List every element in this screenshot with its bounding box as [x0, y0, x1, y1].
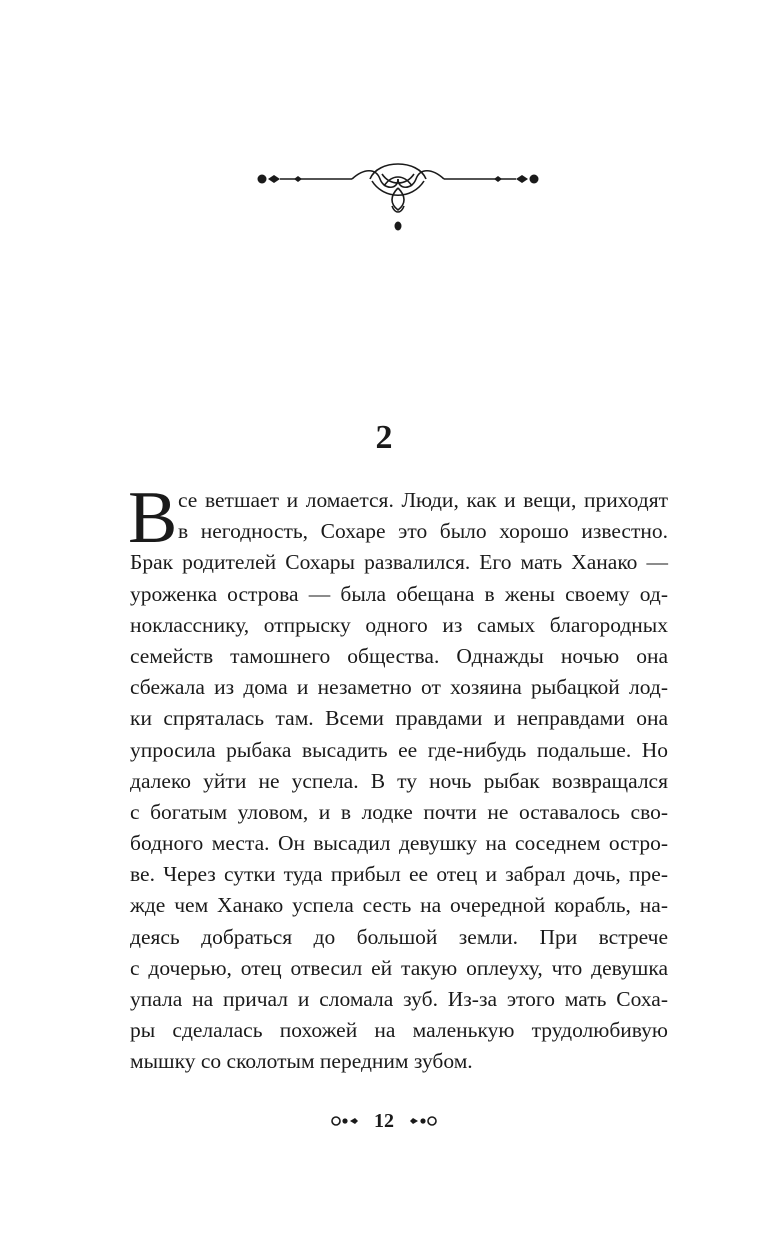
page-number: 12 — [374, 1109, 394, 1132]
text-line: ки спряталась там. Всеми правдами и неправдами она — [130, 706, 668, 731]
text-line: деясь добраться до большой земли. При встрече — [130, 924, 668, 949]
text-line: в негодность, Сохаре это было хорошо известно. — [178, 519, 668, 544]
footer-left-ornament-icon — [331, 1115, 359, 1127]
drop-cap: В — [128, 477, 178, 559]
chapter-body — [128, 477, 668, 1078]
text-line: се ветшает и ломается. Люди, как и вещи, приходят — [178, 488, 668, 512]
text-line: уроженка острова — была обещана в жены своему од- — [130, 581, 668, 606]
text-line: Брак родителей Сохары развалился. Его мать Ханако — — [130, 550, 668, 575]
text-line: упросила рыбака высадить ее где-нибудь подальше. Но — [130, 737, 668, 762]
text-line: упала на причал и сломала зуб. Из-за этого мать Соха- — [130, 987, 668, 1011]
footer-right-ornament-icon — [409, 1115, 437, 1127]
text-line: с богатым уловом, и в лодке почти не оставалось сво- — [130, 799, 668, 824]
text-line: бодного места. Он высадил девушку на соседнем остро- — [130, 831, 668, 856]
ornament-divider — [252, 160, 544, 240]
text-line: жде чем Ханако успела сесть на очередной корабль, на- — [130, 893, 668, 918]
text-line: с дочерью, отец отвесил ей такую оплеуху, что девушка — [130, 955, 668, 980]
text-line: семейств тамошнего общества. Однажды ночью она — [130, 643, 668, 668]
text-line: ры сделалась похожей на маленькую трудолюбивую — [130, 1018, 668, 1043]
page-footer — [0, 1109, 768, 1133]
text-line: ве. Через сутки туда прибыл ее отец и забрал дочь, пре- — [130, 862, 668, 887]
text-line: мышку со сколотым передним зубом. — [130, 1049, 473, 1074]
text-line: сбежала из дома и незаметно от хозяина рыбацкой лод- — [130, 675, 668, 700]
text-line: далеко уйти не успела. В ту ночь рыбак возвращался — [130, 768, 668, 793]
chapter-number: 2 — [375, 419, 393, 456]
text-line: нокласснику, отпрыску одного из самых благородных — [130, 612, 668, 637]
